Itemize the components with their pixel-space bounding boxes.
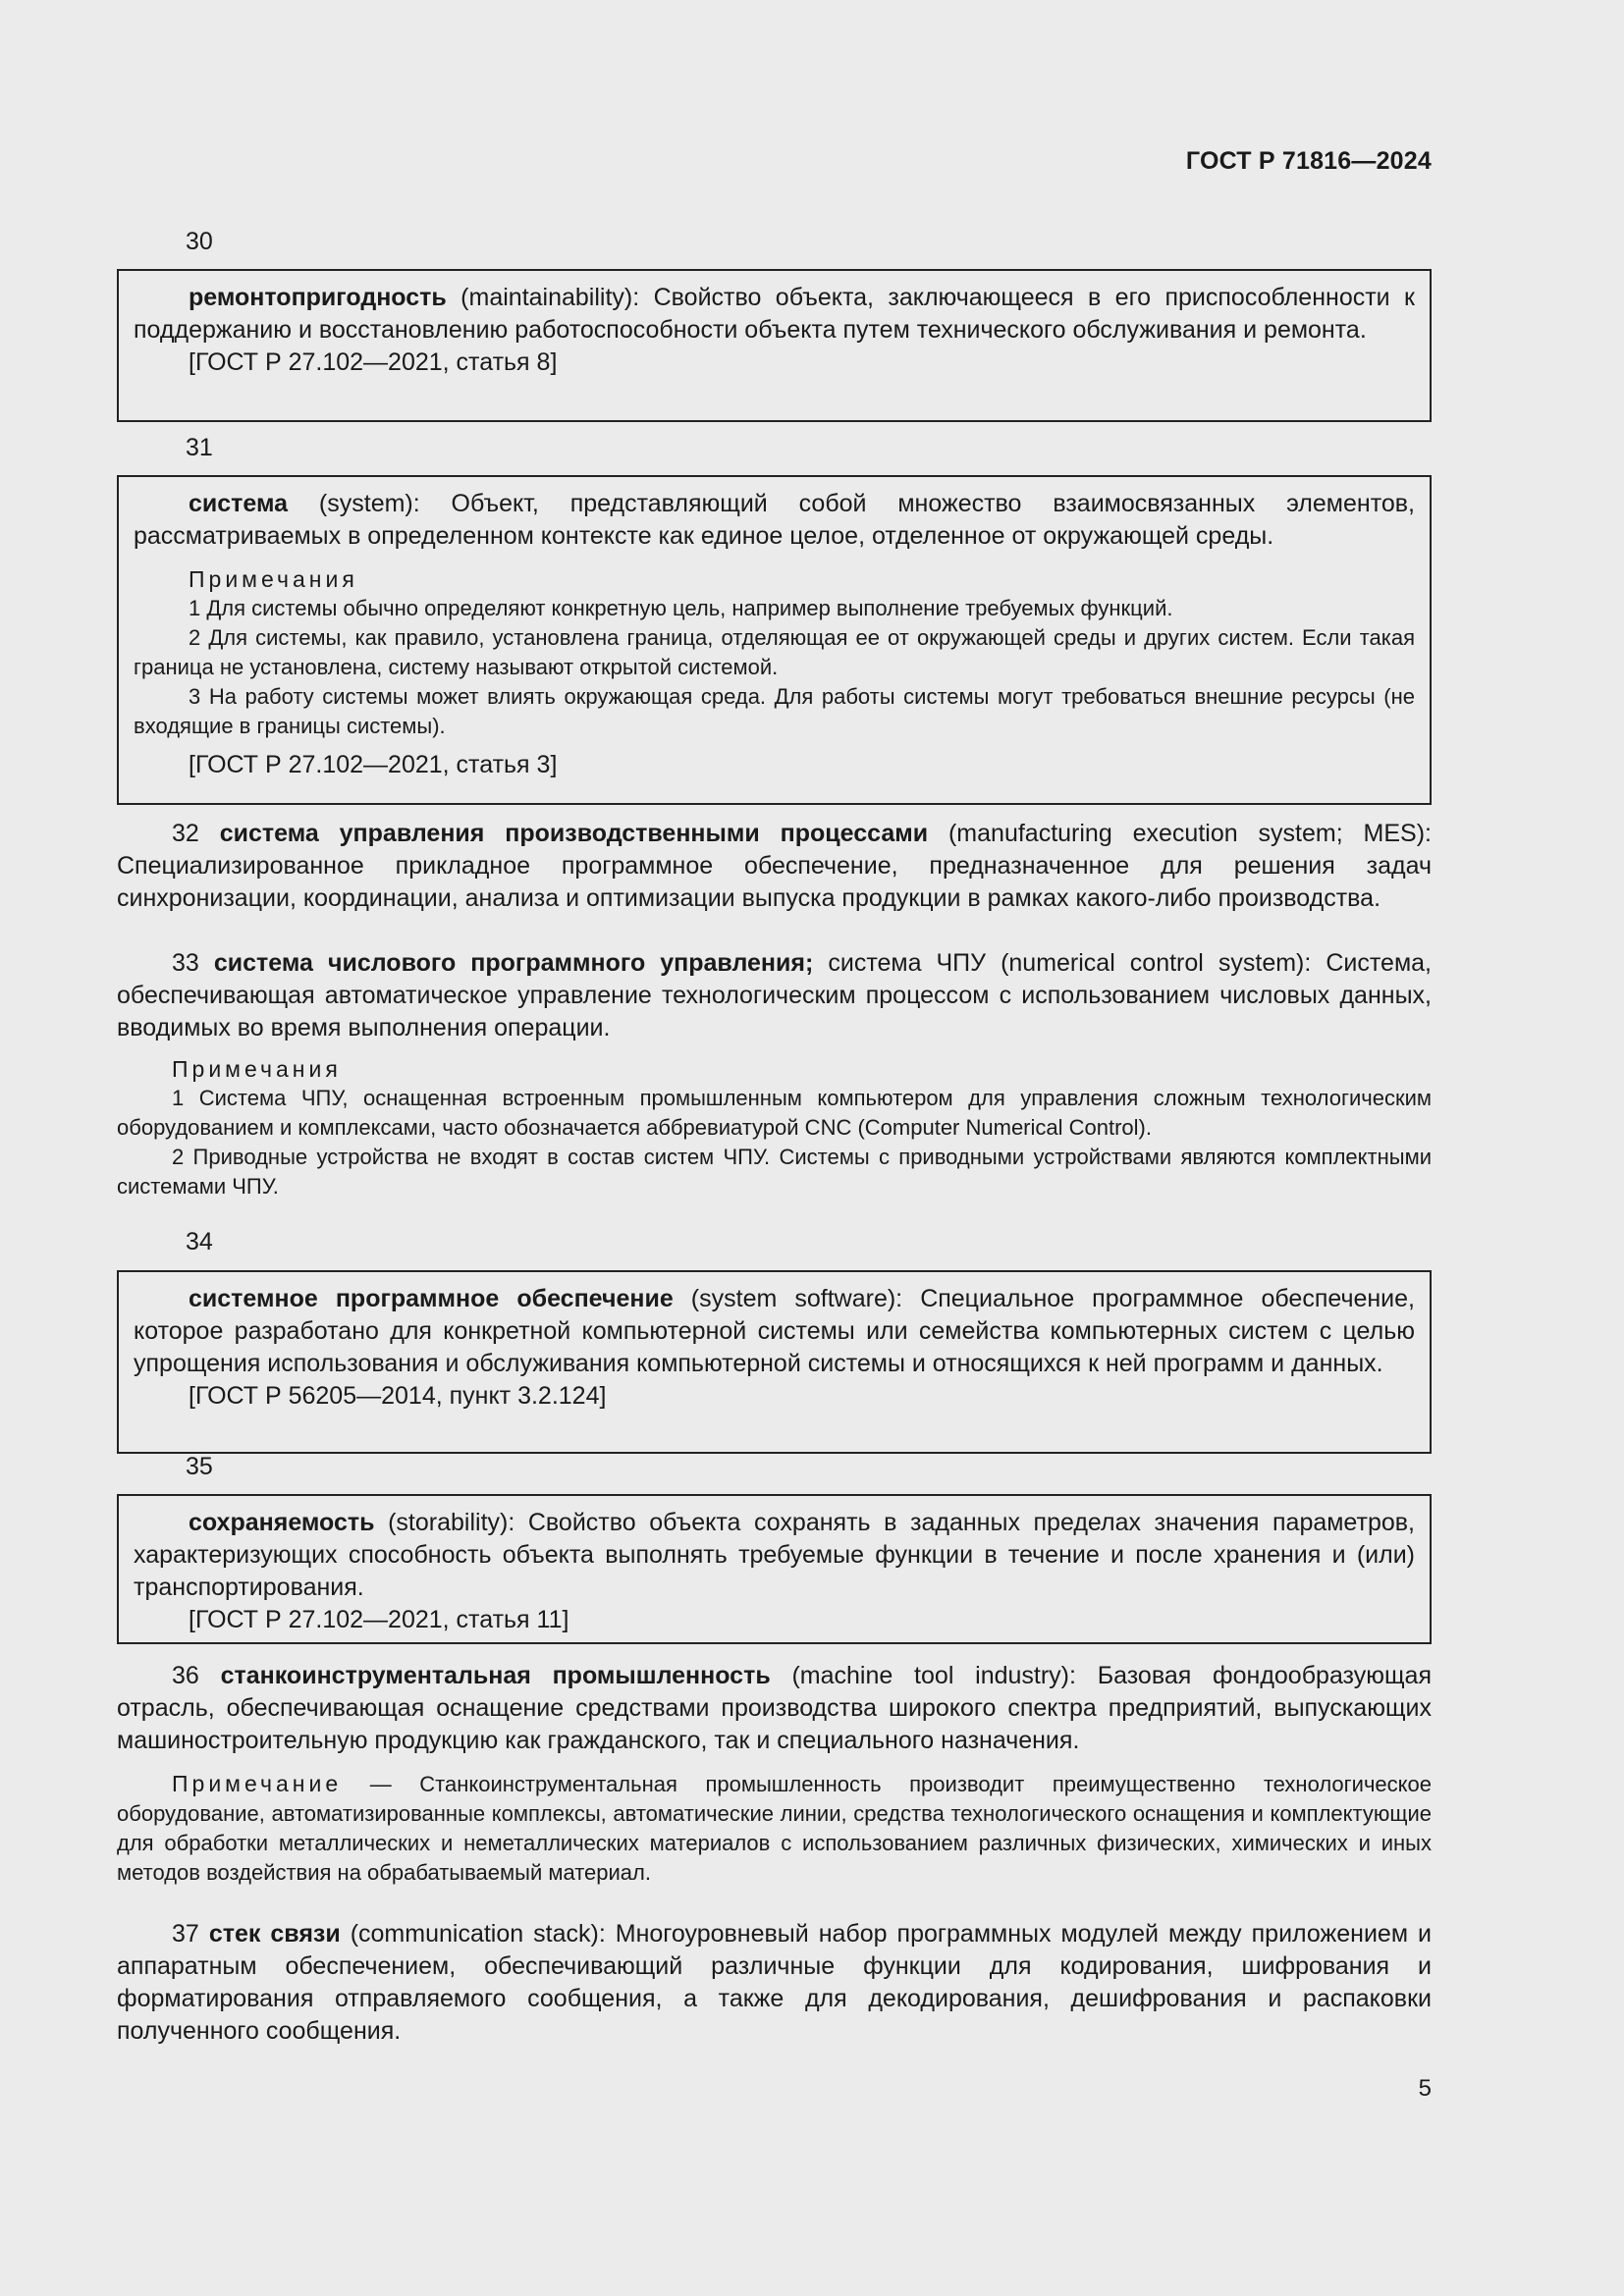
page-number: 5 bbox=[1418, 2075, 1432, 2102]
note-33-2: 2 Приводные устройства не входят в состав систем ЧПУ. Системы с приводными устройствами являются комплектными системами ЧПУ. bbox=[117, 1145, 1432, 1199]
term-32: система управления производственными процессами bbox=[219, 820, 929, 847]
term-36: станкоинструментальная промышленность bbox=[220, 1662, 771, 1689]
term-body-32: (manufacturing execution system; MES): Специализированное прикладное программное обеспечение, предназначенное для решения задач синхронизации, координации, анализа и оптимизации выпуска продукции в рамках какого-либо производства. bbox=[117, 820, 1432, 912]
term-35: сохраняемость bbox=[189, 1509, 375, 1536]
term-entry-37 bbox=[117, 1918, 1432, 2048]
term-30: ремонтопригодность bbox=[189, 284, 447, 311]
term-number-37: 37 bbox=[172, 1920, 199, 1948]
term-reference-31: [ГОСТ Р 27.102—2021, статья 3] bbox=[189, 751, 558, 778]
term-body-33: система ЧПУ (numerical control system): Система, обеспечивающая автоматическое управление технологическим процессом с использованием числовых данных, вводимых во время выполнения операции. bbox=[117, 949, 1432, 1041]
term-entry-36 bbox=[117, 1660, 1432, 1888]
term-box-34 bbox=[117, 1270, 1432, 1454]
term-body-34: (system software): Специальное программное обеспечение, которое разработано для конкретной компьютерной системы или семейства компьютерных систем с целью упрощения использования и обслуживания компьютерной системы и относящихся к ней программ и данных. bbox=[134, 1285, 1415, 1377]
term-body-36: (machine tool industry): Базовая фондообразующая отрасль, обеспечивающая оснащение средствами производства широкого спектра предприятий, выпускающих машиностроительную продукцию как гражданского, так и специального назначения. bbox=[117, 1662, 1433, 1754]
term-entry-33 bbox=[117, 947, 1432, 1201]
term-number-35: 35 bbox=[186, 1453, 213, 1480]
note-label-36: Примечание bbox=[172, 1771, 343, 1796]
term-37: стек связи bbox=[208, 1920, 341, 1948]
term-body-31: (system): Объект, представляющий собой множество взаимосвязанных элементов, рассматриваемых в определенном контексте как единое целое, отделенное от окружающей среды. bbox=[134, 490, 1415, 550]
term-body-37: (communication stack): Многоуровневый набор программных модулей между приложением и аппаратным обеспечением, обеспечивающий различные функции для кодирования, шифрования и форматирования отправляемого сообщения, а также для декодирования, дешифрования и распаковки полученного сообщения. bbox=[117, 1920, 1432, 2045]
note-31-2: 2 Для системы, как правило, установлена граница, отделяющая ее от окружающей среды и других систем. Если такая граница не установлена, систему называют открытой системой. bbox=[134, 625, 1415, 679]
term-number-33: 33 bbox=[172, 949, 199, 977]
term-34: системное программное обеспечение bbox=[189, 1285, 674, 1312]
term-body-30: (maintainability): Свойство объекта, заключающееся в его приспособленности к поддержанию и восстановлению работоспособности объекта путем технического обслуживания и ремонта. bbox=[134, 284, 1415, 344]
note-31-1: 1 Для системы обычно определяют конкретную цель, например выполнение требуемых функций. bbox=[189, 596, 1173, 620]
term-body-35: (storability): Свойство объекта сохранять в заданных пределах значения параметров, характеризующих способность объекта выполнять требуемые функции в течение и после хранения и (или) транспортирования. bbox=[134, 1509, 1415, 1601]
term-definition-31 bbox=[134, 488, 1415, 553]
note-33-1: 1 Система ЧПУ, оснащенная встроенным промышленным компьютером для управления сложным технологическим оборудованием и комплексами, часто обозначается аббревиатурой CNC (Computer Numerical Control). bbox=[117, 1086, 1432, 1140]
term-number-32: 32 bbox=[172, 820, 199, 847]
term-definition-33 bbox=[117, 947, 1432, 1044]
term-number-34: 34 bbox=[186, 1228, 213, 1255]
note-36 bbox=[117, 1769, 1432, 1888]
term-reference-34: [ГОСТ Р 56205—2014, пункт 3.2.124] bbox=[189, 1382, 607, 1410]
term-reference-30: [ГОСТ Р 27.102—2021, статья 8] bbox=[189, 348, 558, 376]
term-number-30: 30 bbox=[186, 228, 213, 255]
note-31-3: 3 На работу системы может влиять окружающая среда. Для работы системы могут требоваться внешние ресурсы (не входящие в границы системы). bbox=[134, 684, 1415, 738]
term-31: система bbox=[189, 490, 289, 517]
term-definition-36 bbox=[117, 1660, 1432, 1757]
term-definition-30 bbox=[134, 282, 1415, 347]
notes-heading-31: Примечания bbox=[189, 566, 358, 592]
term-definition-35 bbox=[134, 1507, 1415, 1604]
term-definition-32 bbox=[117, 818, 1432, 915]
term-reference-35: [ГОСТ Р 27.102—2021, статья 11] bbox=[189, 1606, 569, 1633]
term-box-31 bbox=[117, 475, 1432, 805]
term-number-36: 36 bbox=[172, 1662, 199, 1689]
term-number-31: 31 bbox=[186, 434, 213, 461]
notes-heading-33: Примечания bbox=[172, 1056, 342, 1082]
note-body-36: — Станкоинструментальная промышленность производит преимущественно технологическое оборудование, автоматизированные комплексы, автоматические линии, средства технологического оснащения и комплектующие для обработки металлических и неметаллических материалов с использованием различных физических, химических и иных методов воздействия на обрабатываемый материал. bbox=[117, 1772, 1432, 1885]
term-33: система числового программного управления; bbox=[213, 949, 814, 977]
term-box-35 bbox=[117, 1494, 1432, 1644]
term-box-30 bbox=[117, 269, 1432, 422]
term-entry-32 bbox=[117, 818, 1432, 915]
term-definition-34 bbox=[134, 1283, 1415, 1380]
term-definition-37 bbox=[117, 1918, 1432, 2048]
document-header: ГОСТ Р 71816—2024 bbox=[1185, 147, 1432, 175]
